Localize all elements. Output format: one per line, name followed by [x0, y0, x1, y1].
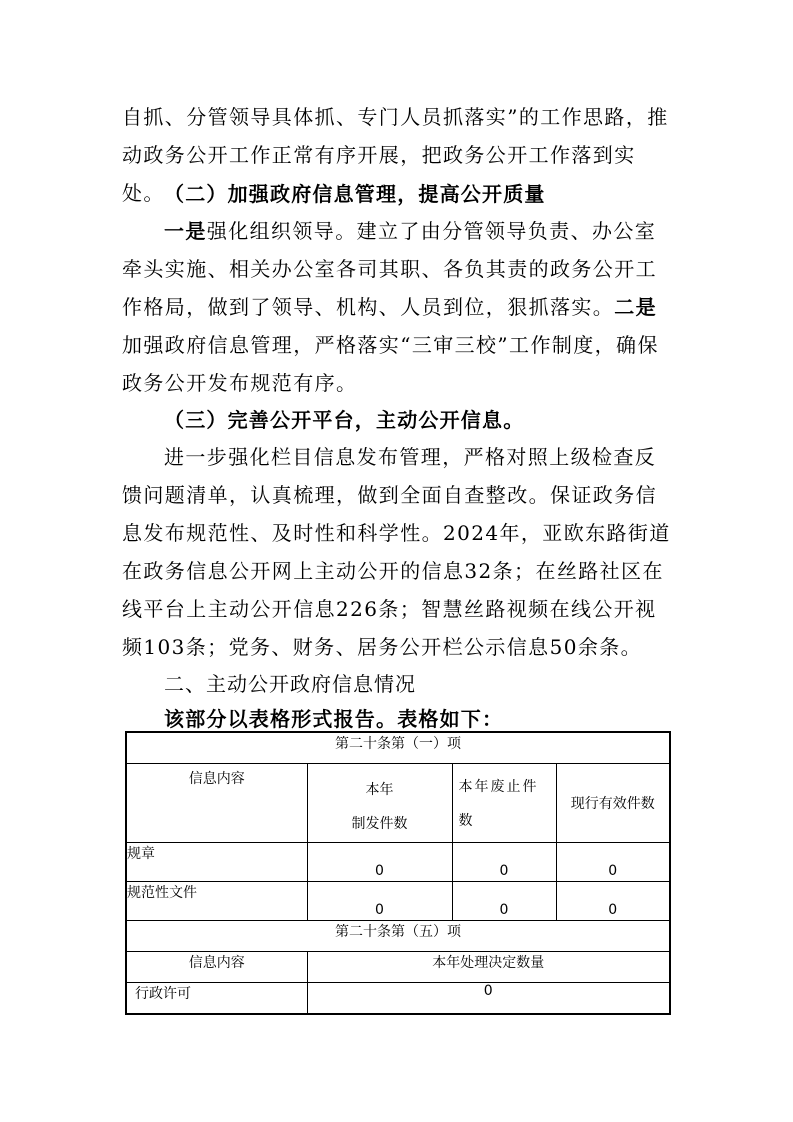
header-made-line2: 制发件数 [351, 816, 408, 832]
paragraph-2 [122, 212, 674, 402]
header-made-line1: 本年 [365, 782, 394, 798]
paragraph-2-text-1: 强化组织领导。建立了由分管领导负责、办公室牵头实施、相关办公室各司其职、各负其责的政务公开工作格局，做到了领导、机构、人员到位，狠抓落实。 [122, 219, 657, 319]
row-valid-value: 0 [556, 843, 670, 882]
header-abolished-count [452, 764, 556, 843]
table-row [126, 843, 670, 882]
table-row [126, 983, 670, 1015]
subheading-3: （三）完善公开平台，主动公开信息。 [164, 408, 525, 432]
row-made-value: 0 [307, 843, 452, 882]
section-2-heading: 二、主动公开政府信息情况 [164, 672, 416, 696]
table-row [126, 882, 670, 921]
row-abolished-value: 0 [452, 882, 556, 921]
report-table [125, 731, 671, 1015]
table-header-row [126, 764, 670, 843]
row-label: 行政许可 [126, 983, 307, 1015]
section-1-title: 第二十条第（一）项 [126, 732, 670, 764]
row-label: 规章 [126, 843, 307, 882]
table-section-row [126, 732, 670, 764]
row-label: 规范性文件 [126, 882, 307, 921]
paragraph-1: 自抓、分管领导具体抓、专门人员抓落实”的工作思路，推动政务公开工作正常有序开展，把政务公开工作落到实处。 [122, 105, 669, 205]
sec5-header-info: 信息内容 [126, 952, 307, 983]
subheading-2: （二）加强政府信息管理，提高公开质量 [164, 182, 546, 206]
lead-phrase-2: 二是 [614, 295, 658, 319]
table-section-row [126, 921, 670, 952]
row-count-value: 0 [307, 983, 670, 1015]
lead-phrase-1: 一是 [164, 219, 207, 243]
row-abolished-value: 0 [452, 843, 556, 882]
row-made-value: 0 [307, 882, 452, 921]
paragraph-2-text-2: 加强政府信息管理，严格落实“三审三校”工作制度，确保政务公开发布规范有序。 [122, 333, 659, 395]
row-valid-value: 0 [556, 882, 670, 921]
table-intro: 该部分以表格形式报告。表格如下： [164, 707, 504, 731]
header-abolished-line2: 数 [458, 813, 473, 829]
header-abolished-line1: 本年废止件 [458, 779, 539, 795]
paragraph-3: 进一步强化栏目信息发布管理，严格对照上级检查反馈问题清单，认真梳理，做到全面自查整改。保证政务信息发布规范性、及时性和科学性。2024年，亚欧东路街道在政务信息公开网上主动公开的信息32条；在丝路社区在线平台上主动公开信息226条；智慧丝路视频在线公开视频103条；党务、财务、居务公开栏公示信息50余条。 [122, 445, 671, 659]
header-valid-count: 现行有效件数 [556, 764, 670, 843]
sec5-header-count: 本年处理决定数量 [307, 952, 670, 983]
table-header-row [126, 952, 670, 983]
section-5-title: 第二十条第（五）项 [126, 921, 670, 952]
header-made-count [307, 764, 452, 843]
header-info-content: 信息内容 [126, 764, 307, 843]
